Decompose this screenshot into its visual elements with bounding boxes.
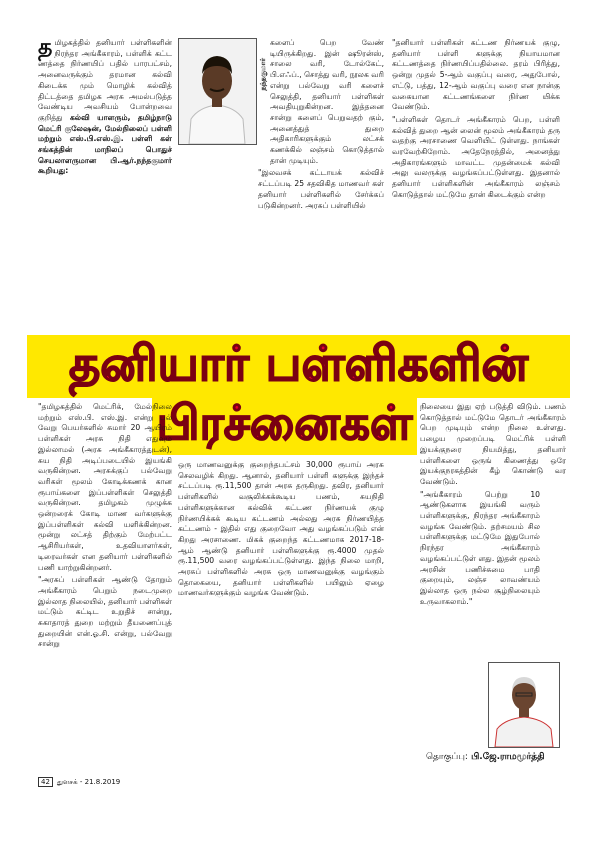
column-2-top [258, 38, 384, 213]
compiled-by-label: தொகுப்பு: [426, 752, 468, 762]
portrait-photo [178, 38, 257, 145]
dropcap: த [38, 35, 53, 60]
compiled-by [426, 752, 545, 763]
headline-line-1: தனியார் பள்ளிகளின் [68, 335, 529, 392]
paragraph: "தனியார் பள்ளிகள் கட்டண நிர்ணயக் குழு, தனியார் பள்ளி களுக்கு நியாயமான கட்டணத்தை நிர்ணயிப்பதில்லை. தரம் பிரித்து, ஒன்று முதல் 5-ஆம் வகுப்பு வரை, அதுபோல், எட்டு, பத்து, 12-ஆம் வகுப்பு வரை என நான்கு வகையான கட்டணங்களை நிர்ண யிக்க வேண்டும். [392, 38, 560, 112]
intro-paragraph: தமிழகத்தில் தனியார் பள்ளிகளின் நிரந்தர அங்கீகாரம், பள்ளிக் கட்ட ணத்தை நிர்ணயிப் பதில் பாரபட்சம், அனைவருக்கும் தரமான கல்வி கிடைக்க மும் மொழிக் கல்வித் திட்டத்தை தமிழக அரசு அமல்படுத்த வேண்டிய அவசியம் போன்றவை குறித்து கல்வி யாளரும், தமிழ்நாடு மெட்ரி குலேஷன், மேல்நிலைப் பள்ளி மற்றும் எஸ்.பி.எஸ்.இ. பள்ளி கள் சங்கத்தின் மாநிலப் பொதுச் செயலாளருமான பி.ஆர்.நந்தகுமார் கூறியது: [38, 35, 172, 176]
headline-banner-2 [152, 397, 417, 455]
paragraph: நிலையை இது ஏற் படுத்தி விடும். பணம் கொடுத்தால் மட்டுமே தொடர் அங்கீகாரம் பெற முடியும் என்ற நிலை உள்ளது. பழைய முறைப்படி மெட்ரிக் பள்ளி இயக்குநரை நியமித்து, தனியார் பள்ளிகளை ஒருங் கிணைத்து ஒரே இயக்குநரகத்தின் கீழ் கொண்டு வர வேண்டும். [420, 402, 566, 486]
page-number: 42 [38, 777, 53, 787]
column-3-top [392, 38, 560, 203]
person-portrait-icon [489, 663, 559, 747]
paragraph: "பள்ளிகள் தொடர் அங்கீகாரம் பெற, பள்ளி கல்வித் துறை ஆன் லைன் மூலம் அங்கீகாரம் தரு வதற்கு அரசாணை வெளியிட் டுள்ளது. நாங்கள் வரவேற்கிறோம். அதேநேரத்தில், அனைத்து அதிகாரங்களும் மாவட்ட முதன்மைக் கல்வி அலு வலருக்கு வழங்கப்பட்டுள்ளது. இதனால் தனியார் பள்ளிகளின் அங்கீகாரம் லஞ்சம் கொடுத்தால் மட்டுமே தான் கிடைக்கும் என்ற [392, 114, 560, 199]
headline-banner [27, 335, 570, 398]
person-portrait-icon [179, 39, 256, 144]
column-1-bottom [38, 402, 172, 652]
reporter-photo [488, 662, 560, 748]
headline-line-2: பிரச்னைகள் [156, 395, 413, 451]
paragraph: "இலவசக் கட்டாயக் கல்விச் சட்டப்படி 25 சதவிகித மாணவர் கள் தனியார் பள்ளிகளில் சேர்க்கப் படுகின்றனர். அரசுப் பள்ளியில் [258, 168, 384, 210]
paragraph: "அரசுப் பள்ளிகள் ஆண்டு தோறும் அங்கீகாரம் பெறும் நடைமுறை இல்லாத நிலையில், தனியார் பள்ளிகள் மட்டும் கட்டிட உறுதிச் சான்று, சுகாதாரத் துறை மற்றும் தீயணைப்புத் துறையின் என்.ஓ.சி. என்று, பல்வேறு சான்று [38, 575, 172, 649]
footer-text: துளசக் - 21.8.2019 [56, 777, 121, 786]
column-1-top [38, 35, 172, 179]
photo-caption: நந்தகுமார் [259, 58, 267, 91]
paragraph: களைப் பெற வேண் டியிருக்கிறது. இன் ஷூரன்ஸ், சாலை வரி, டோல்கேட், பி.எஃப்., சொத்து வரி, நூலக வரி என்று பல்வேறு வரி களைச் செலுத்தி, தனியார் பள்ளிகள் அவதியுறுகின்றன. இத்தனை சான்று களைப் பெறுவதற் கும், அனைத்துத் துறை அதிகாரிகளுக்கும் லட்சக் கணக்கில் லஞ்சம் கொடுத்தால் தான் முடியும். [270, 38, 384, 165]
paragraph: "அங்கீகாரம் பெற்று 10 ஆண்டுகளாக இயங்கி வரும் பள்ளிகளுக்கு, நிரந்தர அங்கீகாரம் வழங்க வேண்டும். தற்சமயம் சில பள்ளிகளுக்கு மட்டுமே இதுபோல் நிரந்தர அங்கீகாரம் வழங்கப்பட்டுள் ளது. இதன் மூலம் அரசின் பணிச்சுமை பாதி குறையும், லஞ்ச லாவண்யம் இல்லாத ஒரு நல்ல சூழ்நிலையும் உருவாகலாம்." [420, 489, 540, 606]
paragraph: "தமிழகத்தில் மெட்ரிக், மேல்நிலை மற்றும் எஸ்.பி. எஸ்.இ. என்று பல் வேறு பெயர்களில் சுமார் 20 ஆயிரம் பள்ளிகள் அரசு நிதி எதுவும் இல்லாமல் (அரசு அங்கீகாரத்துடன்), சுய நிதி அடிப்படையில் இயங்கி வருகின்றன. அரசுக்குப் பல்வேறு வரிகள் மூலம் கோடிக்கணக் கான ரூபாய்களை இப்பள்ளிகள் செலுத்தி வருகின்றன. தமிழகம் முழுக்க ஒன்றரைக் கோடி மாண வர்களுக்கு இப்பள்ளிகள் கல்வி யளிக்கின்றன. மூன்று லட்சத் திற்கும் மேற்பட்ட ஆசிரியர்கள், உதவியாளர்கள், டிரைவர்கள் என தனியார் பள்ளிகளில் பணி யாற்றுகின்றனர். [38, 402, 172, 572]
compiled-by-name: பி.ஜே.ராமமூர்த்தி [471, 752, 545, 762]
page-footer [38, 777, 120, 787]
paragraph: ஒரு மாணவனுக்கு குறைந்தபட்சம் 30,000 ரூபாய் அரசு செலவழிக் கிறது. ஆனால், தனியார் பள்ளி களுக்கு இந்தச் சட்டப்படி ரூ.11,500 தான் அரசு தருகிறது. தவிர, தனியார் பள்ளிகளில் வசூலிக்கக்கூடிய பணம், சுயநிதி பள்ளிகளுக்கான கல்விக் கட்டண நிர்ணயக் குழு நிர்ணயிக்கக் கூடிய கட்டணம் அல்லது அரசு நிர்ணயித்த கட்டணம் - இதில் எது குறைவோ அது வழங்கப்படும் என் கிறது அரசாணை. மிகக் குறைந்த கட்டணமாக 2017-18-ஆம் ஆண்டு தனியார் பள்ளிகளுக்கு ரூ.4000 முதல் ரூ.11,500 வரை வழங்கப்பட்டுள்ளது. இந்த நிலை மாறி, அரசுப் பள்ளிகளில் அரசு ஒரு மாணவனுக்கு வழங்கும் தொகையை, தனியார் பள்ளிகளில் பயிலும் ஏழை மாணவர்களுக்கும் வழங்க வேண்டும். [178, 460, 384, 598]
column-2-bottom [178, 460, 384, 601]
speaker-intro: கல்வி யாளரும், தமிழ்நாடு மெட்ரி குலேஷன், மேல்நிலைப் பள்ளி மற்றும் எஸ்.பி.எஸ்.இ. பள்ளி கள் சங்கத்தின் மாநிலப் பொதுச் செயலாளருமான பி.ஆர்.நந்தகுமார் கூறியது: [38, 112, 172, 176]
column-3-bottom [420, 402, 566, 609]
